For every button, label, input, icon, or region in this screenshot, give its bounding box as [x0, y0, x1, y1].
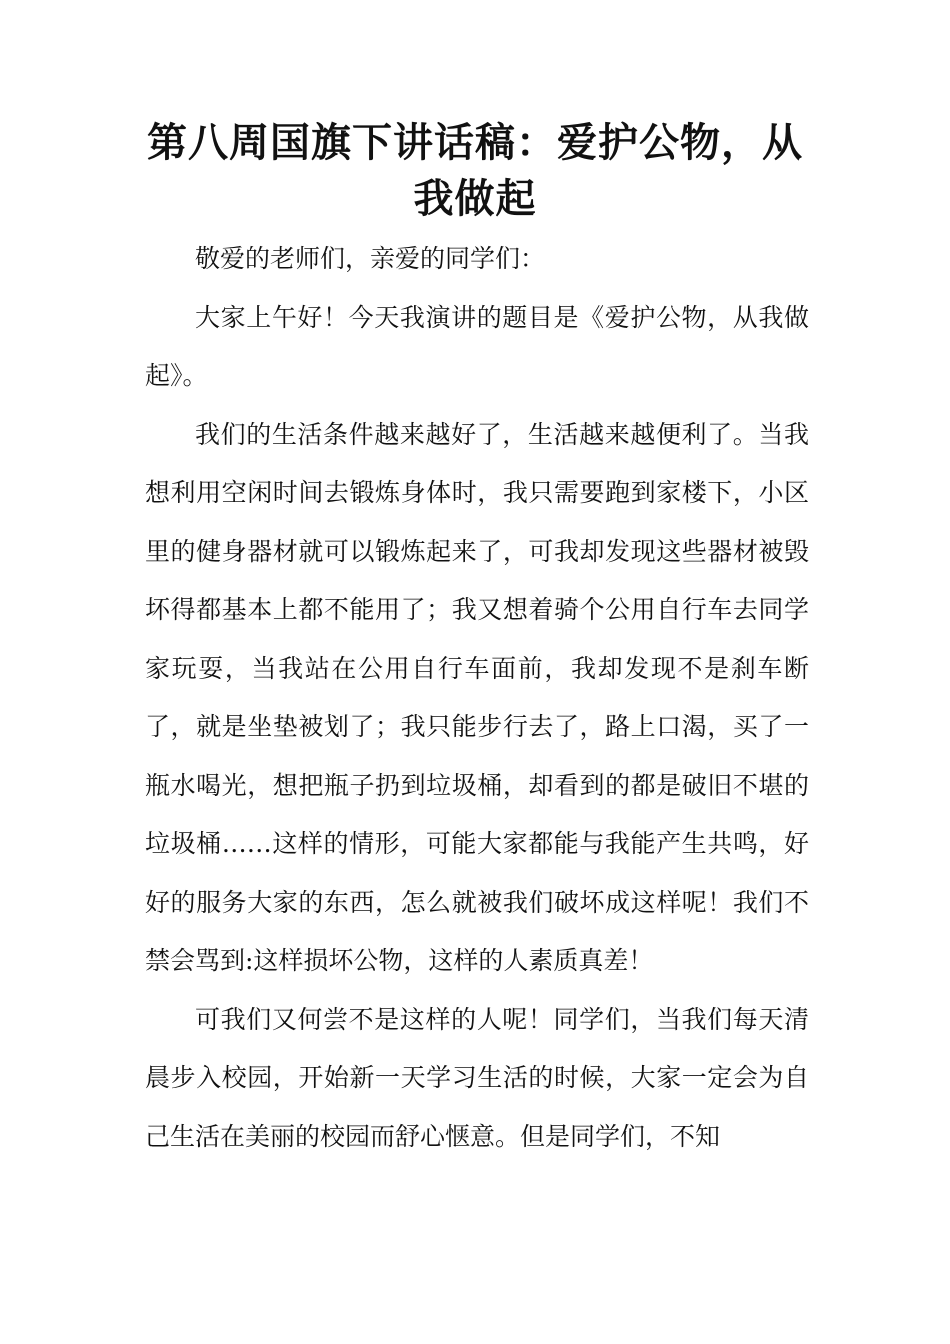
paragraph-reflection: 可我们又何尝不是这样的人呢！同学们，当我们每天清晨步入校园，开始新一天学习生活的时候，大家一定会为自己生活在美丽的校园而舒心惬意。但是同学们，不知	[145, 1004, 809, 1151]
paragraph-intro: 大家上午好！今天我演讲的题目是《爱护公物，从我做起》。	[145, 302, 809, 390]
paragraph-greeting: 敬爱的老师们，亲爱的同学们：	[195, 244, 546, 273]
document-title: 第八周国旗下讲话稿：爱护公物，从我做起	[147, 119, 803, 222]
paragraph-observation: 我们的生活条件越来越好了，生活越来越便利了。当我想利用空闲时间去锻炼身体时，我只需要跑到家楼下，小区里的健身器材就可以锻炼起来了，可我却发现这些器材被毁坏得都基本上都不能用了；我又想着骑个公用自行车去同学家玩耍，当我站在公用自行车面前，我却发现不是刹车断了，就是坐垫被划了；我只能步行去了，路上口渴，买了一瓶水喝光，想把瓶子扔到垃圾桶，却看到的都是破旧不堪的垃圾桶……这样的情形，可能大家都能与我能产生共鸣，好好的服务大家的东西，怎么就被我们破坏成这样呢！我们不禁会骂到:这样损坏公物，这样的人素质真差！	[145, 419, 809, 975]
document-body	[145, 230, 809, 1166]
